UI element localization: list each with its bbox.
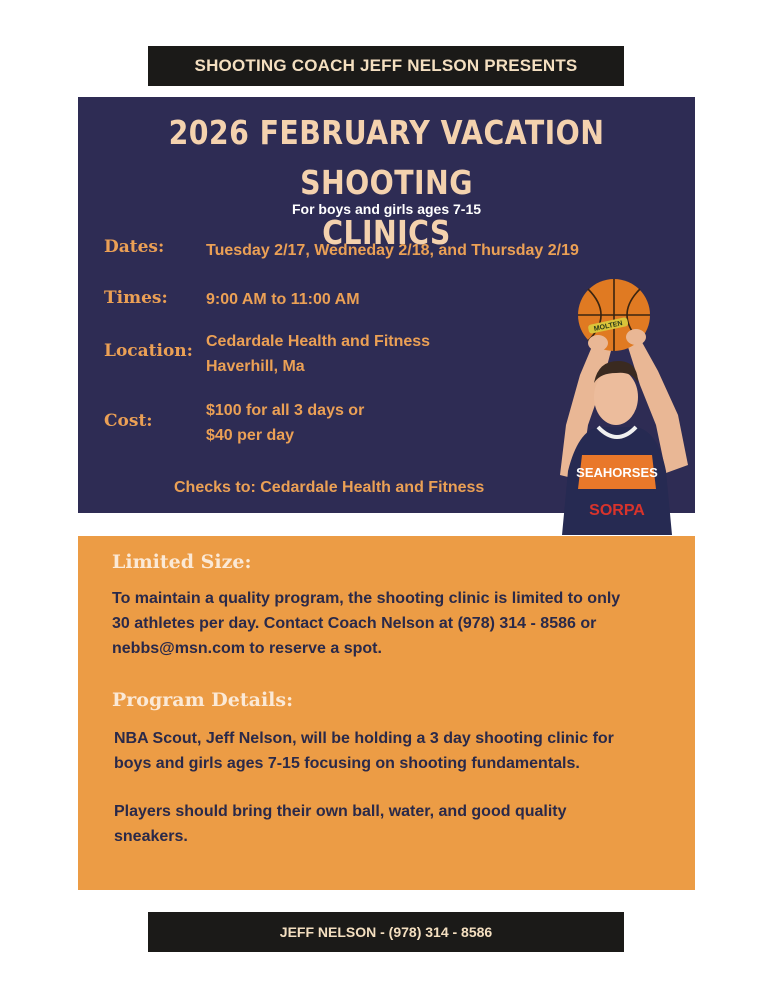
limited-size-text (112, 586, 620, 661)
dates-label: Dates: (104, 237, 165, 257)
cost-label: Cost: (104, 411, 153, 431)
cost-value (206, 398, 364, 448)
program-details-p2-line-2: sneakers. (114, 828, 188, 845)
jersey-sponsor-text: SORPA (589, 502, 645, 519)
program-details-p1-line-1: NBA Scout, Jeff Nelson, will be holding a 3 day shooting clinic for (114, 730, 614, 747)
program-details-paragraph-2 (114, 799, 567, 849)
subtitle: For boys and girls ages 7-15 (291, 201, 482, 217)
header-banner: SHOOTING COACH JEFF NELSON PRESENTS (148, 46, 624, 86)
title-line-1: 2026 FEBRUARY VACATION SHOOTING (168, 113, 605, 202)
basketball-player-photo (538, 275, 698, 535)
limited-size-line-3: nebbs@msn.com to reserve a spot. (112, 640, 382, 657)
cost-line-1: $100 for all 3 days or (206, 402, 365, 419)
checks-payable-note: Checks to: Cedardale Health and Fitness (174, 479, 485, 496)
title-line-2: CLINICS (322, 213, 451, 252)
location-line-2: Haverhill, Ma (206, 358, 305, 375)
limited-size-line-2: 30 athletes per day. Contact Coach Nelson at (978) 314 - 8586 or (112, 615, 597, 632)
location-label: Location: (104, 341, 193, 361)
program-details-p1-line-2: boys and girls ages 7-15 focusing on shooting fundamentals. (114, 755, 580, 772)
location-value (206, 329, 430, 379)
jersey-team-text: SEAHORSES (576, 465, 658, 480)
dates-value: Tuesday 2/17, Wedneday 2/18, and Thursday 2/19 (206, 242, 579, 259)
program-details-heading: Program Details: (112, 689, 294, 711)
page-title (121, 108, 652, 258)
limited-size-heading: Limited Size: (112, 551, 252, 573)
location-line-1: Cedardale Health and Fitness (206, 333, 431, 350)
footer-banner: JEFF NELSON - (978) 314 - 8586 (148, 912, 624, 952)
ball-brand-text: MOLTEN (593, 320, 624, 333)
cost-line-2: $40 per day (206, 427, 295, 444)
times-label: Times: (104, 288, 168, 308)
times-value: 9:00 AM to 11:00 AM (206, 291, 360, 308)
limited-size-line-1: To maintain a quality program, the shooting clinic is limited to only (112, 590, 621, 607)
program-details-paragraph-1 (114, 726, 614, 776)
program-details-p2-line-1: Players should bring their own ball, water, and good quality (114, 803, 567, 820)
